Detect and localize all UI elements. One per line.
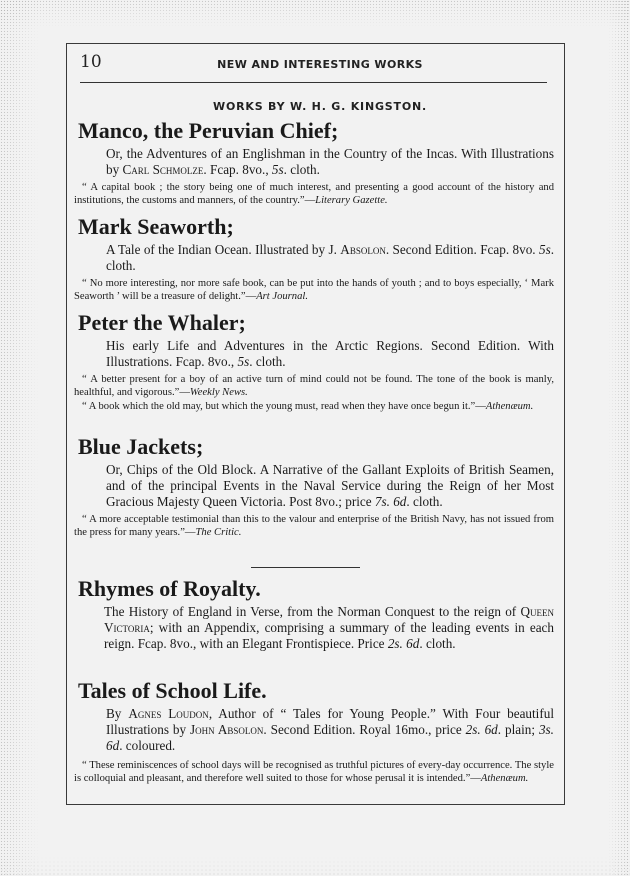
page-edge-speckle-right: [608, 0, 630, 876]
section-separator-rule: [251, 567, 360, 568]
book-review: “ A more acceptable testimonial than this to the valour and enterprise of the British Navy, has not issued from the press for many years.”—The Critic.: [74, 514, 554, 538]
book-title: Peter the Whaler;: [78, 310, 246, 335]
book-review: “ A better present for a boy of an active turn of mind could not be found. The tone of the book is manly, healthful, and vigorous.”—Weekly News.: [74, 374, 554, 398]
book-description: By Agnes Loudon, Author of “ Tales for Young People.” With Four beautiful Illustrations by John Absolon. Second Edition. Royal 16mo., price 2s. 6d. plain; 3s. 6d. coloured.: [106, 706, 554, 753]
book-description: Or, the Adventures of an Englishman in the Country of the Incas. With Illustrations by Carl Schmolze. Fcap. 8vo., 5s. cloth.: [106, 146, 554, 177]
book-title: Rhymes of Royalty.: [78, 576, 261, 601]
book-review: “ A book which the old may, but which the young must, read when they have once begun it.”—Athenæum.: [82, 401, 534, 412]
book-entry-blue-jackets: [74, 434, 554, 539]
book-review: “ These reminiscences of school days will be recognised as truthful pictures of every-day occurrence. The style is colloquial and pleasant, and therefore well suited to those for whose perusal it is intended.”—Athenæum.: [74, 760, 554, 784]
book-entry-rhymes-of-royalty: [78, 576, 554, 652]
book-title: Manco, the Peruvian Chief;: [78, 118, 339, 143]
book-entry-manco: [74, 118, 554, 207]
running-head: NEW AND INTERESTING WORKS: [217, 58, 423, 71]
book-entry-peter-the-whaler: [74, 310, 554, 414]
book-description: Or, Chips of the Old Block. A Narrative of the Gallant Exploits of British Seamen, and of the principal Events in the Naval Service during the Reign of her Most Gracious Majesty Queen Victoria. Post 8vo.; price 7s. 6d. cloth.: [106, 462, 554, 509]
header-rule: [80, 82, 547, 83]
book-title: Tales of School Life.: [78, 678, 267, 703]
page-edge-speckle-bottom: [0, 856, 630, 876]
book-title: Blue Jackets;: [78, 434, 204, 459]
section-heading: WORKS BY W. H. G. KINGSTON.: [213, 100, 427, 113]
book-review: “ A capital book ; the story being one of much interest, and presenting a good account of the history and institutions, the customs and manners, of the country.”—Literary Gazette.: [74, 182, 554, 206]
book-review: “ No more interesting, nor more safe book, can be put into the hands of youth ; and to boys especially, ‘ Mark Seaworth ’ will be a treasure of delight.”—Art Journal.: [74, 278, 554, 302]
book-entry-tales-of-school-life: [74, 678, 554, 785]
page-edge-speckle-left: [0, 0, 40, 876]
book-entry-mark-seaworth: [74, 214, 554, 303]
page-edge-speckle-top: [0, 0, 630, 28]
book-description: A Tale of the Indian Ocean. Illustrated by J. Absolon. Second Edition. Fcap. 8vo. 5s. cloth.: [106, 242, 554, 273]
book-title: Mark Seaworth;: [78, 214, 234, 239]
page-number: 10: [80, 52, 102, 72]
book-description: His early Life and Adventures in the Arctic Regions. Second Edition. With Illustrations. Fcap. 8vo., 5s. cloth.: [106, 338, 554, 369]
book-description: The History of England in Verse, from the Norman Conquest to the reign of Queen Victoria; with an Appendix, comprising a summary of the leading events in each reign. Fcap. 8vo., with an Elegant Frontispiece. Price 2s. 6d. cloth.: [104, 604, 554, 651]
